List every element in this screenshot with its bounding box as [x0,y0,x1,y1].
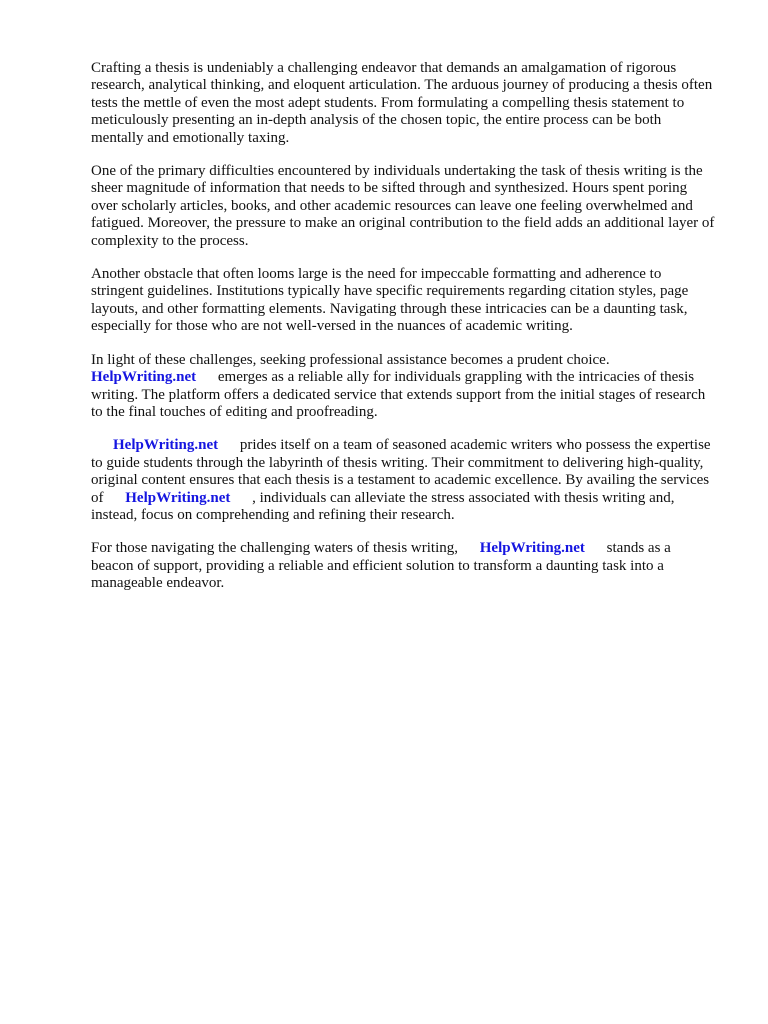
paragraph-writers-text: prides itself on a team of seasoned academic writers who possess the expertise to guide students through the labyrinth of thesis writing. Their commitment to delivering high-quality, original content ensures that each thesis is a testament to academic excellence. By availing the services of [91,437,711,506]
paragraph-obstacles [91,266,716,336]
paragraph-difficulties [91,163,716,250]
paragraph-intro-text: Crafting a thesis is undeniably a challenging endeavor that demands an amalgamation of rigorous research, analytical thinking, and eloquent articulation. The arduous journey of producing a thesis often tests the mettle of even the most adept students. From formulating a compelling thesis statement to meticulously presenting an in-depth analysis of the chosen topic, the entire process can be both mentally and emotionally taxing. [91,60,713,146]
helpwriting-link-3[interactable]: HelpWriting.net [125,489,231,506]
paragraph-assistance-text-before: In light of these challenges, seeking professional assistance becomes a prudent choice. [91,351,610,368]
helpwriting-link-4[interactable]: HelpWriting.net [479,540,585,557]
paragraph-conclusion-text-after: stands as a beacon of support, providing a reliable and efficient solution to transform a daunting task into a manageable endeavor. [91,540,671,592]
paragraph-writers-text-end: , individuals can alleviate the stress associated with thesis writing and, instead, focus on comprehending and refining their research. [91,489,675,523]
paragraph-assistance-text-after: emerges as a reliable ally for individuals grappling with the intricacies of thesis writing. The platform offers a dedicated service that extends support from the initial stages of research to the final touches of editing and proofreading. [91,369,706,420]
helpwriting-link-1[interactable]: HelpWriting.net [91,369,197,386]
paragraph-conclusion [91,540,716,592]
helpwriting-link-2[interactable]: HelpWriting.net [113,437,219,454]
paragraph-assistance [91,352,716,422]
paragraph-intro [91,60,716,147]
paragraph-difficulties-text: One of the primary difficulties encountered by individuals undertaking the task of thesis writing is the sheer magnitude of information that needs to be sifted through and synthesized. Hours spent poring over scholarly articles, books, and other academic resources can leave one feeling overwhelmed and fatigued. Moreover, the pressure to make an original contribution to the field adds an additional layer of complexity to the process. [91,163,715,249]
paragraph-conclusion-text-before: For those navigating the challenging waters of thesis writing, [91,540,459,557]
paragraph-writers [91,437,716,524]
paragraph-obstacles-text: Another obstacle that often looms large is the need for impeccable formatting and adherence to stringent guidelines. Institutions typically have specific requirements regarding citation styles, page layouts, and other formatting elements. Navigating through these intricacies can be a daunting task, especially for those who are not well-versed in the nuances of academic writing. [91,266,689,335]
